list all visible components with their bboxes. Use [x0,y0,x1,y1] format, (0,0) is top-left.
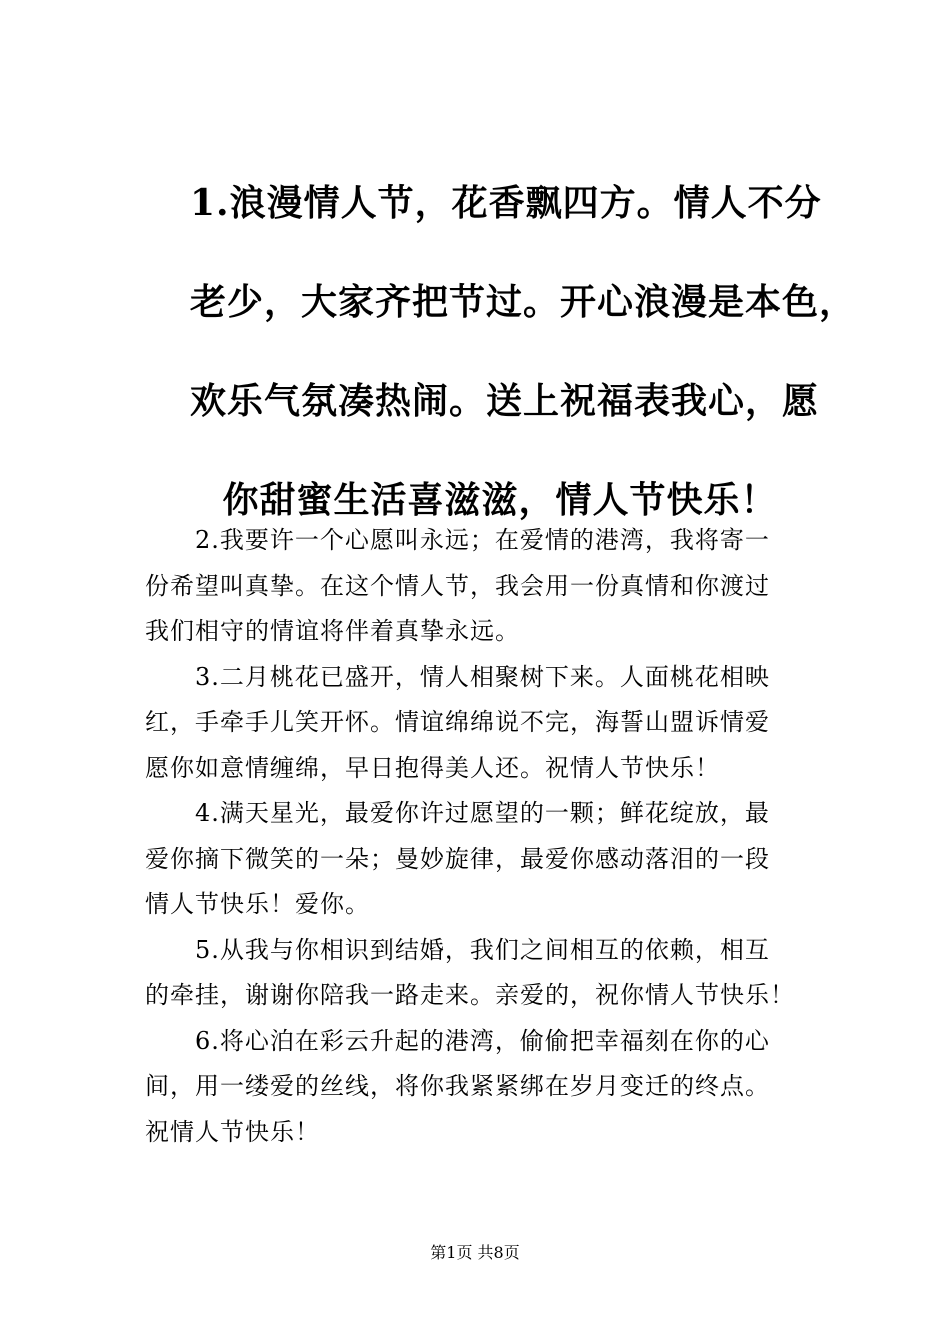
paragraph-line: 爱你摘下微笑的一朵；曼妙旋律，最爱你感动落泪的一段 [145,844,770,873]
body-text [145,518,815,1155]
paragraph-line: 的牵挂，谢谢你陪我一路走来。亲爱的，祝你情人节快乐！ [145,981,795,1009]
title-line: 你甜蜜生活喜滋滋，情人节快乐！ [222,479,778,521]
page-number-footer: 第1页 共8页 [430,1243,520,1262]
paragraph-line: 4.满天星光，最爱你许过愿望的一颗；鲜花绽放，最 [195,799,770,827]
paragraph-line: 5.从我与你相识到结婚，我们之间相互的依赖，相互 [195,935,770,964]
title-line: 老少，大家齐把节过。开心浪漫是本色， [190,281,857,323]
paragraph-line: 红，手牵手儿笑开怀。情谊绵绵说不完，海誓山盟诉情爱 [145,708,770,736]
paragraph-line: 6.将心泊在彩云升起的港湾，偷偷把幸福刻在你的心 [195,1026,770,1055]
paragraph-line: 间，用一缕爱的丝线，将你我紧紧绑在岁月变迁的终点。 [145,1072,770,1100]
paragraph-5 [145,928,815,1019]
paragraph-line: 我们相守的情谊将伴着真挚永远。 [145,617,520,645]
paragraph-4 [145,791,815,928]
paragraph-line: 3.二月桃花已盛开，情人相聚树下来。人面桃花相映 [195,662,770,691]
title-block [190,172,857,531]
paragraph-6 [145,1019,815,1156]
paragraph-2 [145,518,815,655]
paragraph-line: 情人节快乐！爱你。 [145,890,370,918]
paragraph-line: 愿你如意情缠绵，早日抱得美人还。祝情人节快乐！ [145,753,720,782]
paragraph-line: 2.我要许一个心愿叫永远；在爱情的港湾，我将寄一 [195,526,770,554]
paragraph-line: 祝情人节快乐！ [145,1117,320,1146]
title-line: 1.浪漫情人节，花香飘四方。情人不分 [190,182,822,224]
paragraph-3 [145,655,815,792]
paragraph-line: 份希望叫真挚。在这个情人节，我会用一份真情和你渡过 [145,571,770,600]
title-line: 欢乐气氛凑热闹。送上祝福表我心，愿 [190,380,820,422]
